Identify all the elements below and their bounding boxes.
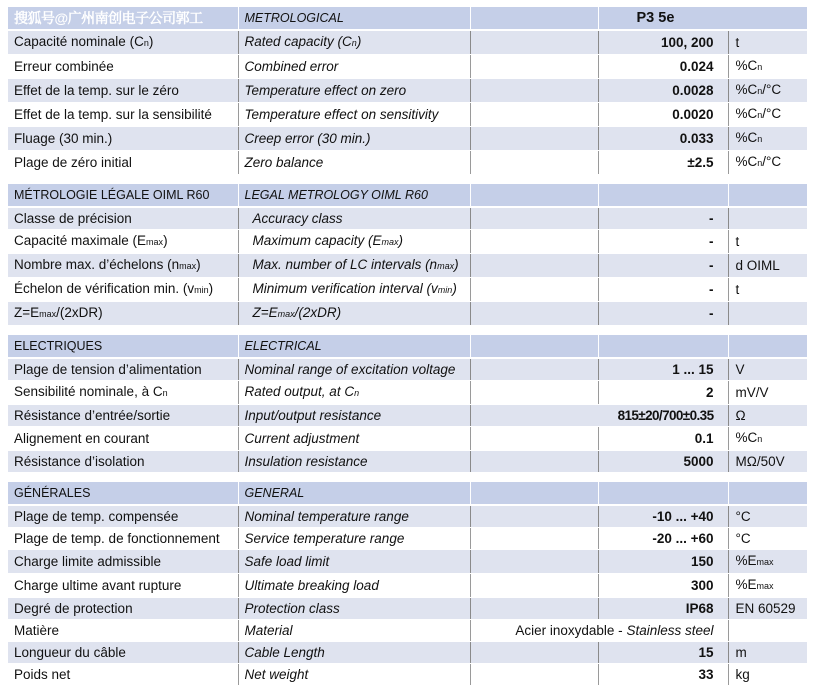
label-fr: Erreur combinée xyxy=(8,55,238,79)
label-fr: Charge limite admissible xyxy=(8,550,238,574)
label-fr: Alignement en courant xyxy=(8,427,238,451)
value-cell: - xyxy=(598,230,728,254)
section-header-metrological xyxy=(8,7,807,30)
table-row: Sensibilité nominale, à Cn Rated output, at Cn 2 mV/V xyxy=(8,381,807,405)
specification-table xyxy=(8,7,808,686)
unit-cell: kg xyxy=(728,664,807,686)
table-row xyxy=(8,207,807,230)
watermark-text: 搜狐号@广州南创电子公司郭工 xyxy=(8,7,238,30)
value-cell: 2 xyxy=(598,381,728,405)
table-row: Effet de la temp. sur la sensibilité Temperature effect on sensitivity 0.0020 %Cn/°C xyxy=(8,103,807,127)
table-row: Capacité nominale (Cn) Rated capacity (Cn) 100, 200 t xyxy=(8,30,807,55)
unit-cell: EN 60529 xyxy=(728,598,807,620)
table-row: Charge limite admissible Safe load limit 150 %Emax xyxy=(8,550,807,574)
value-cell: 300 xyxy=(598,574,728,598)
label-fr: Degré de protection xyxy=(8,598,238,620)
table-row: Erreur combinée Combined error 0.024 %Cn xyxy=(8,55,807,79)
value-cell: - xyxy=(598,302,728,326)
value-cell: -10 ... +40 xyxy=(598,505,728,528)
value-cell: 0.1 xyxy=(598,427,728,451)
label-en: Temperature effect on zero xyxy=(238,79,470,103)
value-cell: 815±20/700±0.35 xyxy=(470,405,728,427)
table-row: Effet de la temp. sur le zéro Temperature effect on zero 0.0028 %Cn/°C xyxy=(8,79,807,103)
value-cell: 5000 xyxy=(598,451,728,473)
table-row xyxy=(8,642,807,664)
label-en: Insulation resistance xyxy=(238,451,470,473)
value-cell: 0.024 xyxy=(598,55,728,79)
value-cell: 0.0020 xyxy=(598,103,728,127)
label-fr: Matière xyxy=(8,620,238,642)
label-fr: Plage de zéro initial xyxy=(8,151,238,175)
label-en: Cable Length xyxy=(238,642,470,664)
unit-cell: t xyxy=(728,278,807,302)
unit-cell: °C xyxy=(728,528,807,550)
value-cell: -20 ... +60 xyxy=(598,528,728,550)
section-title-en: GENERAL xyxy=(238,482,470,505)
label-fr: Longueur du câble xyxy=(8,642,238,664)
value-cell: 0.033 xyxy=(598,127,728,151)
label-en: Service temperature range xyxy=(238,528,470,550)
value-cell: 1 ... 15 xyxy=(598,358,728,381)
table-row xyxy=(8,505,807,528)
table-row: Nombre max. d’échelons (nmax) Max. number of LC intervals (nmax) - d OIML xyxy=(8,254,807,278)
label-fr: Plage de temp. de fonctionnement xyxy=(8,528,238,550)
model-name: P3 5e xyxy=(598,7,807,30)
label-en: Zero balance xyxy=(238,151,470,175)
label-en: Input/output resistance xyxy=(238,405,470,427)
label-fr: Plage de tension d’alimentation xyxy=(8,358,238,381)
label-fr: Effet de la temp. sur le zéro xyxy=(8,79,238,103)
label-en: Protection class xyxy=(238,598,470,620)
table-row xyxy=(8,358,807,381)
label-fr: Charge ultime avant rupture xyxy=(8,574,238,598)
section-title-fr: GÉNÉRALES xyxy=(8,482,238,505)
unit-cell: m xyxy=(728,642,807,664)
label-en: Net weight xyxy=(238,664,470,686)
value-cell: 150 xyxy=(598,550,728,574)
table-row xyxy=(8,528,807,550)
unit-cell: MΩ/50V xyxy=(728,451,807,473)
section-header-legal xyxy=(8,184,807,207)
table-row: Plage de zéro initial Zero balance ±2.5 %Cn/°C xyxy=(8,151,807,175)
value-cell: - xyxy=(598,207,728,230)
section-title-en: LEGAL METROLOGY OIML R60 xyxy=(238,184,470,207)
label-fr: Classe de précision xyxy=(8,207,238,230)
value-cell: IP68 xyxy=(598,598,728,620)
value-cell: 100, 200 xyxy=(598,30,728,55)
table-row xyxy=(8,451,807,473)
unit-cell: Ω xyxy=(728,405,807,427)
material-value: Acier inoxydable - Stainless steel xyxy=(470,620,728,642)
label-en: Material xyxy=(238,620,470,642)
section-title-en: ELECTRICAL xyxy=(238,335,470,358)
spec-sheet xyxy=(8,7,807,686)
table-row xyxy=(8,664,807,686)
unit-cell xyxy=(728,207,807,230)
unit-cell: t xyxy=(728,230,807,254)
value-cell: - xyxy=(598,254,728,278)
table-row xyxy=(8,620,807,642)
section-header-general xyxy=(8,482,807,505)
unit-cell: mV/V xyxy=(728,381,807,405)
table-row xyxy=(8,598,807,620)
table-row: Z=Emax/(2xDR) Z=Emax/(2xDR) - xyxy=(8,302,807,326)
section-title-fr: MÉTROLOGIE LÉGALE OIML R60 xyxy=(8,184,238,207)
label-en: Current adjustment xyxy=(238,427,470,451)
value-cell: 0.0028 xyxy=(598,79,728,103)
section-title-fr: ELECTRIQUES xyxy=(8,335,238,358)
unit-cell: d OIML xyxy=(728,254,807,278)
table-row: Charge ultime avant rupture Ultimate breaking load 300 %Emax xyxy=(8,574,807,598)
unit-cell: t xyxy=(728,30,807,55)
label-en: Combined error xyxy=(238,55,470,79)
value-cell: 15 xyxy=(598,642,728,664)
table-row: Alignement en courant Current adjustment 0.1 %Cn xyxy=(8,427,807,451)
unit-cell: °C xyxy=(728,505,807,528)
label-en: Creep error (30 min.) xyxy=(238,127,470,151)
label-en: Temperature effect on sensitivity xyxy=(238,103,470,127)
label-en: Nominal range of excitation voltage xyxy=(238,358,470,381)
section-title-en: METROLOGICAL xyxy=(238,7,470,30)
label-fr: Résistance d’isolation xyxy=(8,451,238,473)
section-header-electrical xyxy=(8,335,807,358)
label-en: Accuracy class xyxy=(238,207,470,230)
value-cell: - xyxy=(598,278,728,302)
label-fr: Résistance d’entrée/sortie xyxy=(8,405,238,427)
table-row xyxy=(8,405,807,427)
unit-cell: V xyxy=(728,358,807,381)
label-en: Nominal temperature range xyxy=(238,505,470,528)
value-cell: 33 xyxy=(598,664,728,686)
label-fr: Plage de temp. compensée xyxy=(8,505,238,528)
table-row: Fluage (30 min.) Creep error (30 min.) 0.033 %Cn xyxy=(8,127,807,151)
label-en: Safe load limit xyxy=(238,550,470,574)
label-fr: Effet de la temp. sur la sensibilité xyxy=(8,103,238,127)
label-fr: Poids net xyxy=(8,664,238,686)
label-en: Ultimate breaking load xyxy=(238,574,470,598)
value-cell: ±2.5 xyxy=(598,151,728,175)
table-row: Échelon de vérification min. (vmin) Minimum verification interval (vmin) - t xyxy=(8,278,807,302)
table-row: Capacité maximale (Emax) Maximum capacity (Emax) - t xyxy=(8,230,807,254)
label-fr: Fluage (30 min.) xyxy=(8,127,238,151)
